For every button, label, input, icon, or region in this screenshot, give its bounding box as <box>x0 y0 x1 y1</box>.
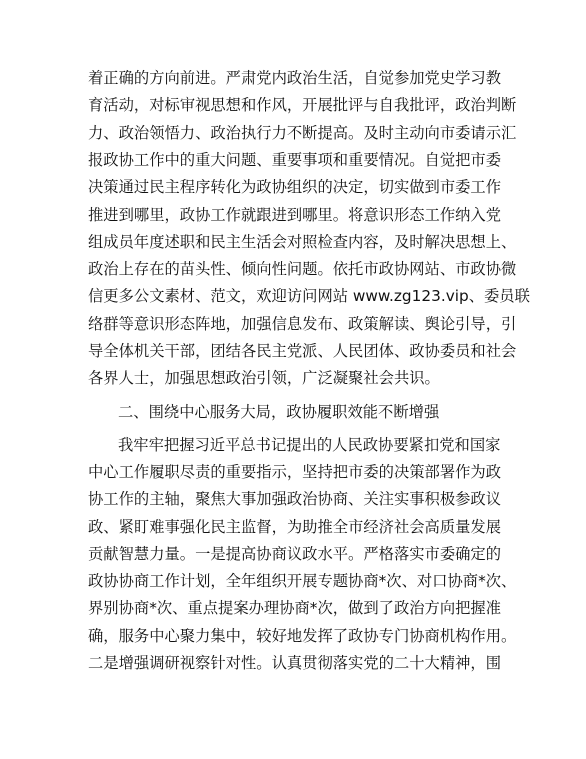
text-line: 育活动，对标审视思想和作风，开展批评与自我批评，政治判断 <box>88 96 517 115</box>
text-line: 各界人士，加强思想政治引领，广泛凝聚社会共识。 <box>88 369 440 388</box>
text-line: 推进到哪里，政协工作就跟进到哪里。将意识形态工作纳入党 <box>88 205 502 224</box>
text-line: 政、紧盯难事强化民主监督，为助推全市经济社会高质量发展 <box>88 517 502 536</box>
text-line: 贡献智慧力量。一是提高协商议政水平。严格落实市委确定的 <box>88 544 502 563</box>
text-line: 政治上存在的苗头性、倾向性问题。依托市政协网站、市政协微 <box>88 260 517 279</box>
text-line: 络群等意识形态阵地，加强信息发布、政策解读、舆论引导，引 <box>88 314 517 333</box>
text-line: 我牢牢把握习近平总书记提出的人民政协要紧扣党和国家 <box>118 435 501 454</box>
text-line: 导全体机关干部，团结各民主党派、人民团体、政协委员和社会 <box>88 342 517 360</box>
text-line: 力、政治领悟力、政治执行力不断提高。及时主动向市委请示汇 <box>88 123 517 142</box>
text-line: 政协协商工作计划，全年组织开展专题协商*次、对口协商*次、 <box>88 572 517 591</box>
text-line: 组成员年度述职和民主生活会对照检查内容，及时解决思想上、 <box>88 232 517 251</box>
section-heading: 二、围绕中心服务大局，政协履职效能不断增强 <box>118 402 440 421</box>
text-line: 信更多公文素材、范文，欢迎访问网站 www.zg123.vip、委员联 <box>88 287 530 306</box>
text-line: 决策通过民主程序转化为政协组织的决定，切实做到市委工作 <box>88 178 502 197</box>
text-line: 确，服务中心聚力集中，较好地发挥了政协专门协商机构作用。 <box>88 626 517 645</box>
text-line: 着正确的方向前进。严肃党内政治生活，自觉参加党史学习教 <box>88 69 502 87</box>
text-line: 报政协工作中的重大问题、重要事项和重要情况。自觉把市委 <box>88 150 502 169</box>
text-line: 中心工作履职尽责的重要指示，坚持把市委的决策部署作为政 <box>88 462 502 481</box>
text-line: 协工作的主轴，聚焦大事加强政治协商、关注实事积极参政议 <box>88 490 502 509</box>
text-line: 二是增强调研视察针对性。认真贯彻落实党的二十大精神，围 <box>88 654 502 672</box>
text-line: 界别协商*次、重点提案办理协商*次，做到了政治方向把握准 <box>88 599 502 618</box>
